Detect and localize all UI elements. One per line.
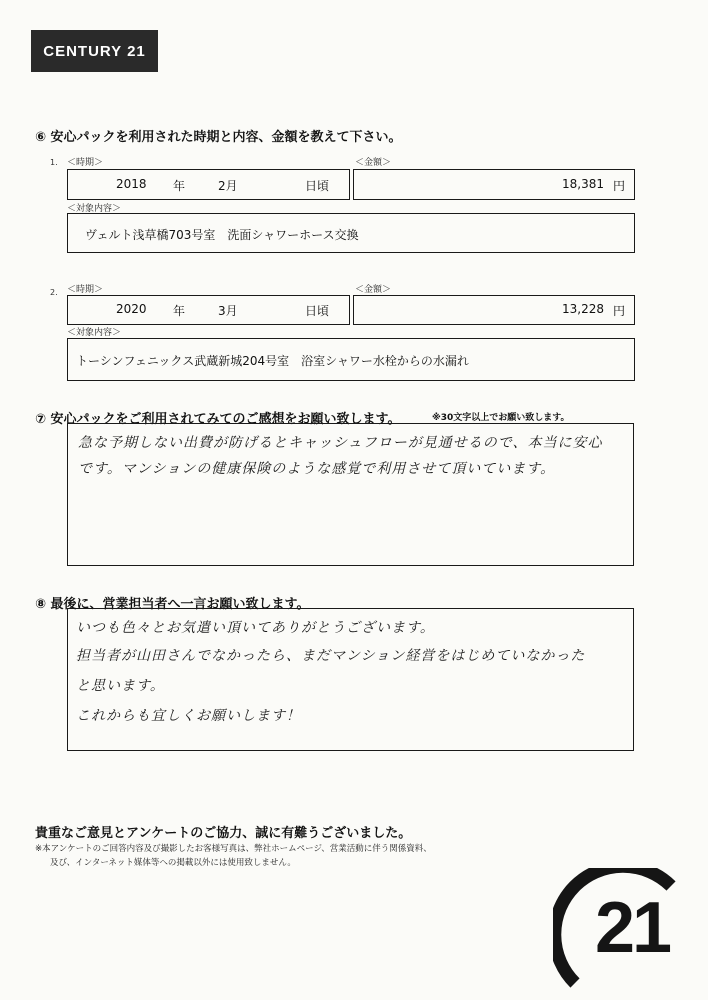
- entry1-period-label: ＜時期＞: [67, 158, 104, 168]
- entry1-period-field[interactable]: [67, 169, 350, 200]
- entry1-amount-field[interactable]: [353, 169, 635, 200]
- q7-title: ⑦ 安心パックをご利用されてみてのご感想をお願い致します。: [35, 412, 401, 427]
- emblem-number: 21: [595, 888, 670, 968]
- entry2-month: 3月: [218, 304, 238, 318]
- entry1-content-label: ＜対象内容＞: [67, 204, 122, 214]
- q7-answer-line-2: です。マンションの健康保険のような感覚で利用させて頂いています。: [78, 461, 556, 477]
- century21-emblem: [553, 868, 683, 993]
- footer-thanks: 貴重なご意見とアンケートのご協力、誠に有難うございました。: [35, 826, 412, 841]
- entry2-content: トーシンフェニックス武蔵新城204号室 浴室シャワー水栓からの水漏れ: [76, 354, 469, 368]
- entry2-day-unit: 日頃: [305, 304, 330, 318]
- century21-logo: [31, 30, 158, 72]
- footer-note-line-2: 及び、インターネット媒体等への掲載以外には使用致しません。: [50, 858, 296, 868]
- entry2-content-label: ＜対象内容＞: [67, 328, 122, 338]
- q8-answer-line-1: いつも色々とお気遣い頂いてありがとうございます。: [76, 620, 435, 636]
- entry2-year-unit: 年: [173, 304, 186, 318]
- q8-title: ⑧ 最後に、営業担当者へ一言お願い致します。: [35, 597, 310, 612]
- entry1-month: 2月: [218, 179, 238, 193]
- q8-answer-box[interactable]: [67, 608, 634, 751]
- entry1-amount-label: ＜金額＞: [355, 158, 392, 168]
- entry1-amount-unit: 円: [612, 179, 625, 193]
- entry2-amount-label: ＜金額＞: [355, 285, 392, 295]
- q8-answer-line-3: と思います。: [76, 678, 165, 694]
- entry1-content-field[interactable]: [67, 213, 635, 253]
- q7-answer-box[interactable]: [67, 423, 634, 566]
- entry1-year: 2018: [116, 177, 147, 191]
- entry1-index: 1.: [50, 158, 58, 167]
- q8-answer-line-4: これからも宜しくお願いします！: [76, 708, 301, 724]
- entry1-amount: 18,381: [562, 177, 604, 191]
- entry2-index: 2.: [50, 288, 58, 297]
- entry2-amount-field[interactable]: [353, 295, 635, 325]
- footer-note-line-1: ※本アンケートのご回答内容及び撮影したお客様写真は、弊社ホームページ、営業活動に伴う関係資料、: [35, 844, 432, 854]
- brand-name: CENTURY 21: [43, 42, 146, 60]
- entry2-period-field[interactable]: [67, 295, 350, 325]
- entry1-day-unit: 日頃: [305, 179, 330, 193]
- entry2-amount-unit: 円: [612, 304, 625, 318]
- entry2-year: 2020: [116, 302, 147, 316]
- entry1-content: ヴェルト浅草橋703号室 洗面シャワーホース交換: [85, 228, 359, 242]
- entry2-content-field[interactable]: [67, 338, 635, 381]
- entry1-year-unit: 年: [173, 179, 186, 193]
- q8-answer-line-2: 担当者が山田さんでなかったら、まだマンション経営をはじめていなかった: [76, 648, 586, 664]
- entry2-amount: 13,228: [562, 302, 604, 316]
- q6-title: ⑥ 安心パックを利用された時期と内容、金額を教えて下さい。: [35, 130, 402, 145]
- q7-note: ※30文字以上でお願い致します。: [432, 413, 570, 423]
- q7-answer-line-1: 急な予期しない出費が防げるとキャッシュフローが見通せるので、本当に安心: [78, 435, 603, 451]
- entry2-period-label: ＜時期＞: [67, 285, 104, 295]
